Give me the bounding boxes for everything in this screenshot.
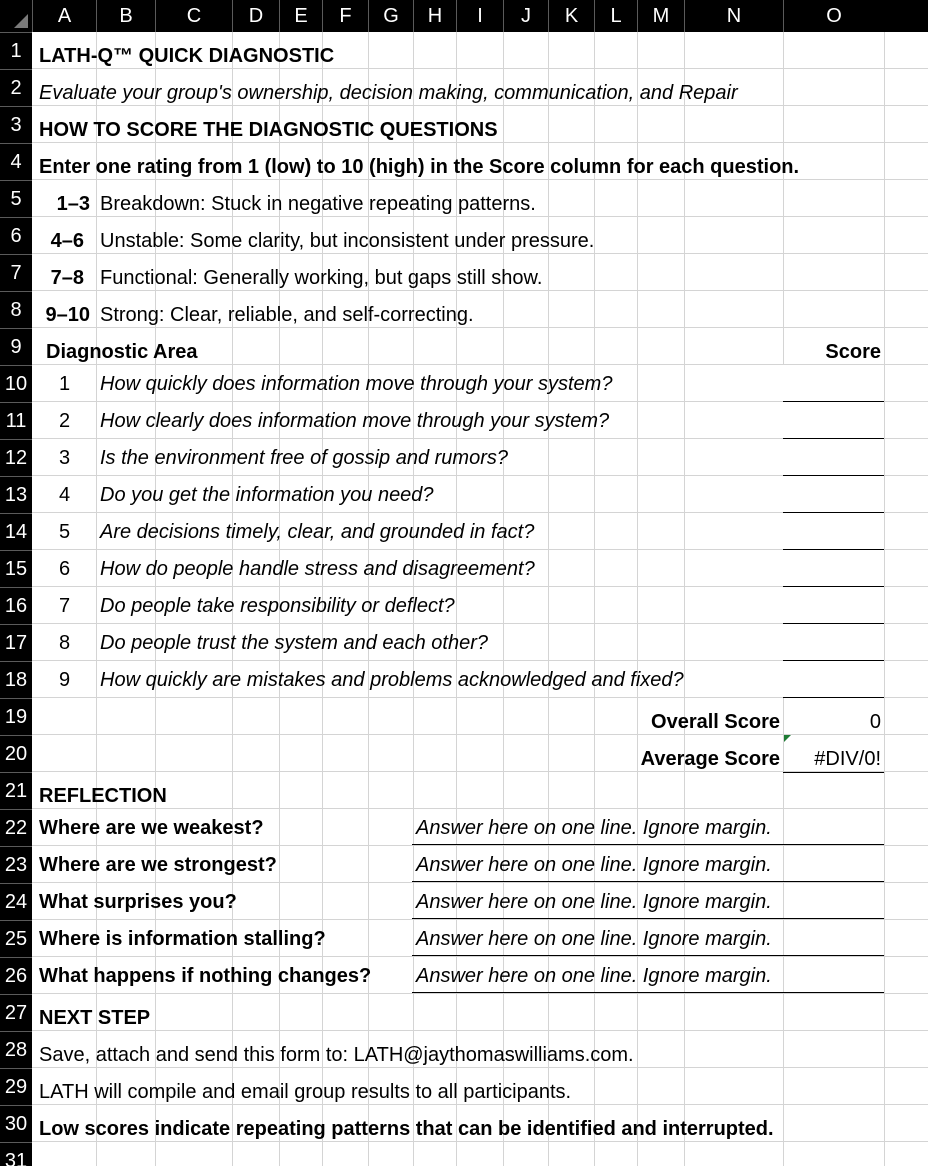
score-input[interactable] bbox=[783, 624, 884, 661]
rating-range[interactable]: 4–6 bbox=[50, 230, 84, 252]
rating-description[interactable]: Functional: Generally working, but gaps still show. bbox=[100, 267, 543, 289]
reflection-question[interactable]: What happens if nothing changes? bbox=[39, 965, 372, 987]
row-header-22[interactable]: 22 bbox=[0, 809, 32, 846]
row-header-30[interactable]: 30 bbox=[0, 1105, 32, 1142]
answer-underline bbox=[412, 881, 884, 882]
vertical-gridline bbox=[884, 0, 885, 1166]
column-header-a[interactable]: A bbox=[32, 0, 96, 32]
column-header-n[interactable]: N bbox=[684, 0, 783, 32]
score-input[interactable] bbox=[783, 587, 884, 624]
answer-underline bbox=[412, 992, 884, 993]
reflection-question[interactable]: What surprises you? bbox=[39, 891, 237, 913]
column-header-h[interactable]: H bbox=[413, 0, 456, 32]
instruction-cell[interactable]: Enter one rating from 1 (low) to 10 (high) in the Score column for each question. bbox=[39, 156, 800, 178]
question-text[interactable]: How quickly are mistakes and problems acknowledged and fixed? bbox=[100, 669, 684, 691]
row-header-7[interactable]: 7 bbox=[0, 254, 32, 291]
row-header-11[interactable]: 11 bbox=[0, 402, 32, 439]
row-header-23[interactable]: 23 bbox=[0, 846, 32, 883]
answer-underline bbox=[412, 955, 884, 956]
next-step-line-3[interactable]: Low scores indicate repeating patterns that can be identified and interrupted. bbox=[39, 1118, 774, 1140]
row-header-25[interactable]: 25 bbox=[0, 920, 32, 957]
reflection-question[interactable]: Where are we strongest? bbox=[39, 854, 277, 876]
question-text[interactable]: How do people handle stress and disagreement? bbox=[100, 558, 535, 580]
column-header-m[interactable]: M bbox=[637, 0, 684, 32]
next-step-line-1[interactable]: Save, attach and send this form to: LATH@jaythomaswilliams.com. bbox=[39, 1044, 634, 1066]
question-number[interactable]: 5 bbox=[58, 521, 71, 543]
score-input[interactable] bbox=[783, 513, 884, 550]
rating-range[interactable]: 1–3 bbox=[56, 193, 90, 215]
row-header-26[interactable]: 26 bbox=[0, 957, 32, 994]
average-score-value[interactable]: #DIV/0! bbox=[814, 748, 881, 770]
row-header-28[interactable]: 28 bbox=[0, 1031, 32, 1068]
score-input[interactable] bbox=[783, 439, 884, 476]
row-header-19[interactable]: 19 bbox=[0, 698, 32, 735]
how-to-heading[interactable]: HOW TO SCORE THE DIAGNOSTIC QUESTIONS bbox=[39, 119, 498, 141]
answer-underline bbox=[412, 844, 884, 845]
row-header-8[interactable]: 8 bbox=[0, 291, 32, 328]
reflection-answer-field[interactable]: Answer here on one line. Ignore margin. bbox=[416, 891, 772, 913]
question-number[interactable]: 4 bbox=[58, 484, 71, 506]
question-number[interactable]: 9 bbox=[58, 669, 71, 691]
row-header-10[interactable]: 10 bbox=[0, 365, 32, 402]
column-header-g[interactable]: G bbox=[368, 0, 413, 32]
column-header-d[interactable]: D bbox=[232, 0, 279, 32]
column-header-i[interactable]: I bbox=[456, 0, 503, 32]
diagnostic-area-header[interactable]: Diagnostic Area bbox=[46, 341, 198, 363]
column-header-b[interactable]: B bbox=[96, 0, 155, 32]
score-input[interactable] bbox=[783, 661, 884, 698]
overall-score-value[interactable]: 0 bbox=[869, 711, 881, 733]
next-step-heading[interactable]: NEXT STEP bbox=[39, 1007, 151, 1029]
question-text[interactable]: Are decisions timely, clear, and grounded in fact? bbox=[100, 521, 535, 543]
question-number[interactable]: 7 bbox=[58, 595, 71, 617]
question-number[interactable]: 1 bbox=[58, 373, 71, 395]
row-header-3[interactable]: 3 bbox=[0, 106, 32, 143]
reflection-answer-field[interactable]: Answer here on one line. Ignore margin. bbox=[416, 928, 772, 950]
rating-range[interactable]: 7–8 bbox=[50, 267, 84, 289]
overall-score-label[interactable]: Overall Score bbox=[651, 711, 780, 733]
row-header-29[interactable]: 29 bbox=[0, 1068, 32, 1105]
score-input[interactable] bbox=[783, 365, 884, 402]
reflection-answer-field[interactable]: Answer here on one line. Ignore margin. bbox=[416, 817, 772, 839]
row-header-12[interactable]: 12 bbox=[0, 439, 32, 476]
question-text[interactable]: Do you get the information you need? bbox=[100, 484, 434, 506]
row-header-20[interactable]: 20 bbox=[0, 735, 32, 772]
error-indicator-icon bbox=[784, 735, 791, 742]
select-all-icon bbox=[14, 14, 28, 28]
select-all-corner[interactable] bbox=[0, 0, 32, 32]
question-text[interactable]: Do people trust the system and each other? bbox=[100, 632, 489, 654]
question-text[interactable]: Do people take responsibility or deflect? bbox=[100, 595, 455, 617]
rating-description[interactable]: Unstable: Some clarity, but inconsistent under pressure. bbox=[100, 230, 595, 252]
reflection-question[interactable]: Where are we weakest? bbox=[39, 817, 264, 839]
score-input[interactable] bbox=[783, 550, 884, 587]
question-text[interactable]: How clearly does information move through your system? bbox=[100, 410, 610, 432]
score-input[interactable] bbox=[783, 402, 884, 439]
next-step-line-2[interactable]: LATH will compile and email group results to all participants. bbox=[39, 1081, 572, 1103]
question-text[interactable]: Is the environment free of gossip and rumors? bbox=[100, 447, 508, 469]
question-number[interactable]: 2 bbox=[58, 410, 71, 432]
rating-range[interactable]: 9–10 bbox=[45, 304, 90, 326]
row-header-24[interactable]: 24 bbox=[0, 883, 32, 920]
rating-description[interactable]: Strong: Clear, reliable, and self-correcting. bbox=[100, 304, 474, 326]
question-number[interactable]: 6 bbox=[58, 558, 71, 580]
row-header-14[interactable]: 14 bbox=[0, 513, 32, 550]
subtitle-cell[interactable]: Evaluate your group's ownership, decision making, communication, and Repair bbox=[39, 82, 738, 104]
row-header-16[interactable]: 16 bbox=[0, 587, 32, 624]
column-header-l[interactable]: L bbox=[594, 0, 637, 32]
column-header-o[interactable]: O bbox=[783, 0, 884, 32]
column-header-e[interactable]: E bbox=[279, 0, 322, 32]
row-header-15[interactable]: 15 bbox=[0, 550, 32, 587]
average-score-label[interactable]: Average Score bbox=[640, 748, 780, 770]
reflection-answer-field[interactable]: Answer here on one line. Ignore margin. bbox=[416, 854, 772, 876]
row-header-4[interactable]: 4 bbox=[0, 143, 32, 180]
row-header-2[interactable]: 2 bbox=[0, 69, 32, 106]
average-underline bbox=[783, 772, 884, 773]
column-header-j[interactable]: J bbox=[503, 0, 548, 32]
answer-underline bbox=[412, 918, 884, 919]
row-header-13[interactable]: 13 bbox=[0, 476, 32, 513]
question-text[interactable]: How quickly does information move through your system? bbox=[100, 373, 613, 395]
reflection-question[interactable]: Where is information stalling? bbox=[39, 928, 326, 950]
question-number[interactable]: 8 bbox=[58, 632, 71, 654]
row-header-17[interactable]: 17 bbox=[0, 624, 32, 661]
row-header-27[interactable]: 27 bbox=[0, 994, 32, 1031]
row-header-31[interactable]: 31 bbox=[0, 1142, 32, 1166]
column-header-k[interactable]: K bbox=[548, 0, 594, 32]
title-cell[interactable]: LATH-Q™ QUICK DIAGNOSTIC bbox=[39, 45, 335, 67]
reflection-heading[interactable]: REFLECTION bbox=[39, 785, 167, 807]
score-input[interactable] bbox=[783, 476, 884, 513]
reflection-answer-field[interactable]: Answer here on one line. Ignore margin. bbox=[416, 965, 772, 987]
rating-description[interactable]: Breakdown: Stuck in negative repeating patterns. bbox=[100, 193, 536, 215]
question-number[interactable]: 3 bbox=[58, 447, 71, 469]
row-header-18[interactable]: 18 bbox=[0, 661, 32, 698]
row-header-5[interactable]: 5 bbox=[0, 180, 32, 217]
row-header-9[interactable]: 9 bbox=[0, 328, 32, 365]
row-header-21[interactable]: 21 bbox=[0, 772, 32, 809]
row-header-1[interactable]: 1 bbox=[0, 32, 32, 69]
score-header[interactable]: Score bbox=[825, 341, 881, 363]
column-header-f[interactable]: F bbox=[322, 0, 368, 32]
column-header-c[interactable]: C bbox=[155, 0, 232, 32]
row-header-6[interactable]: 6 bbox=[0, 217, 32, 254]
